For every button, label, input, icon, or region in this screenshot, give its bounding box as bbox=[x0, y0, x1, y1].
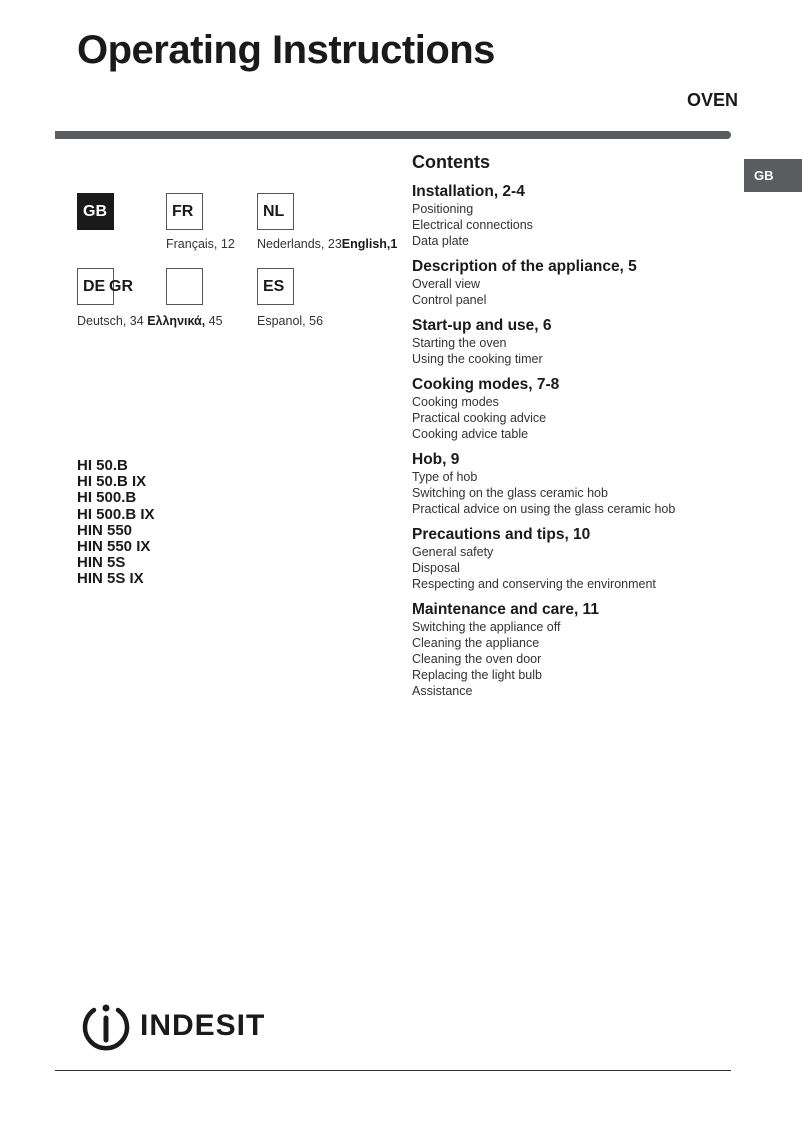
toc-item[interactable]: Cleaning the oven door bbox=[412, 652, 542, 666]
contents-heading: Contents bbox=[412, 152, 490, 172]
toc-section-cooking-modes bbox=[412, 376, 742, 442]
language-side-tab: GB bbox=[744, 159, 802, 192]
model-list bbox=[77, 458, 155, 588]
toc-section-title[interactable]: Precautions and tips, 10 bbox=[412, 526, 591, 543]
power-i-icon bbox=[80, 1000, 132, 1052]
toc-section-title[interactable]: Maintenance and care, 11 bbox=[412, 601, 599, 618]
toc-item[interactable]: Positioning bbox=[412, 202, 474, 216]
toc-item[interactable]: General safety bbox=[412, 545, 494, 559]
lang-box-de[interactable]: DE bbox=[77, 268, 114, 305]
toc-section-installation bbox=[412, 183, 742, 249]
toc-item[interactable]: Cooking advice table bbox=[412, 427, 529, 441]
lang-label-fr[interactable]: Français, 12 bbox=[166, 237, 235, 251]
model-item: HI 500.B IX bbox=[77, 505, 155, 523]
toc-item[interactable]: Using the cooking timer bbox=[412, 352, 543, 366]
toc-section-maintenance bbox=[412, 601, 742, 699]
toc-section-title[interactable]: Start-up and use, 6 bbox=[412, 317, 552, 334]
product-type: OVEN bbox=[686, 90, 738, 110]
toc-item[interactable]: Disposal bbox=[412, 561, 460, 575]
brand-logo bbox=[80, 1000, 265, 1052]
lang-label-gr-page: 45 bbox=[205, 314, 223, 328]
toc-section-hob bbox=[412, 451, 742, 517]
toc-item[interactable]: Switching on the glass ceramic hob bbox=[412, 486, 608, 500]
model-item: HIN 550 IX bbox=[77, 538, 151, 556]
lang-label-es[interactable]: Espanol, 56 bbox=[257, 314, 324, 328]
toc-item[interactable]: Cleaning the appliance bbox=[412, 636, 540, 650]
table-of-contents bbox=[412, 152, 742, 708]
lang-box-empty bbox=[166, 268, 203, 305]
toc-item[interactable]: Electrical connections bbox=[412, 218, 533, 232]
lang-label-en-text: English,1 bbox=[341, 237, 398, 251]
brand-name: INDESIT bbox=[140, 1009, 266, 1042]
toc-item[interactable]: Replacing the light bulb bbox=[412, 668, 542, 682]
lang-box-fr[interactable]: FR bbox=[166, 193, 203, 230]
toc-item[interactable]: Cooking modes bbox=[412, 395, 499, 409]
toc-section-description bbox=[412, 258, 742, 308]
model-item: HIN 550 bbox=[77, 521, 133, 539]
toc-item[interactable]: Data plate bbox=[412, 234, 469, 248]
footer-divider bbox=[55, 1070, 731, 1071]
toc-section-title[interactable]: Installation, 2-4 bbox=[412, 183, 525, 200]
toc-item[interactable]: Switching the appliance off bbox=[412, 620, 561, 634]
lang-box-es[interactable]: ES bbox=[257, 268, 294, 305]
toc-section-precautions bbox=[412, 526, 742, 592]
toc-section-startup bbox=[412, 317, 742, 367]
toc-section-title[interactable]: Cooking modes, 7-8 bbox=[412, 376, 560, 393]
document-title: Operating Instructions bbox=[77, 28, 495, 72]
lang-box-gb[interactable]: GB bbox=[77, 193, 114, 230]
model-item: HIN 5S IX bbox=[77, 570, 144, 588]
toc-item[interactable]: Control panel bbox=[412, 293, 487, 307]
toc-item[interactable]: Respecting and conserving the environment bbox=[412, 577, 656, 591]
toc-item[interactable]: Practical advice on using the glass ceramic hob bbox=[412, 502, 676, 516]
header-divider bbox=[55, 131, 731, 139]
toc-item[interactable]: Overall view bbox=[412, 277, 481, 291]
lang-code-gr[interactable]: GR bbox=[109, 278, 133, 295]
toc-section-title[interactable]: Description of the appliance, 5 bbox=[412, 258, 637, 275]
model-item: HIN 5S bbox=[77, 554, 126, 572]
lang-label-gr-text: Ελληνικά, bbox=[147, 314, 206, 328]
lang-label-nl-text: Nederlands, 23 bbox=[257, 237, 342, 251]
lang-box-nl[interactable]: NL bbox=[257, 193, 294, 230]
lang-label-de-gr[interactable] bbox=[77, 314, 223, 328]
toc-item[interactable]: Starting the oven bbox=[412, 336, 507, 350]
toc-item[interactable]: Type of hob bbox=[412, 470, 478, 484]
model-item: HI 50.B bbox=[77, 457, 128, 474]
lang-label-de-text: Deutsch, 34 bbox=[77, 314, 148, 328]
model-item: HI 50.B IX bbox=[77, 473, 147, 491]
toc-item[interactable]: Assistance bbox=[412, 684, 473, 698]
lang-label-nl[interactable] bbox=[257, 237, 397, 251]
toc-item[interactable]: Practical cooking advice bbox=[412, 411, 547, 425]
model-item: HI 500.B bbox=[77, 489, 137, 507]
toc-section-title[interactable]: Hob, 9 bbox=[412, 451, 460, 468]
